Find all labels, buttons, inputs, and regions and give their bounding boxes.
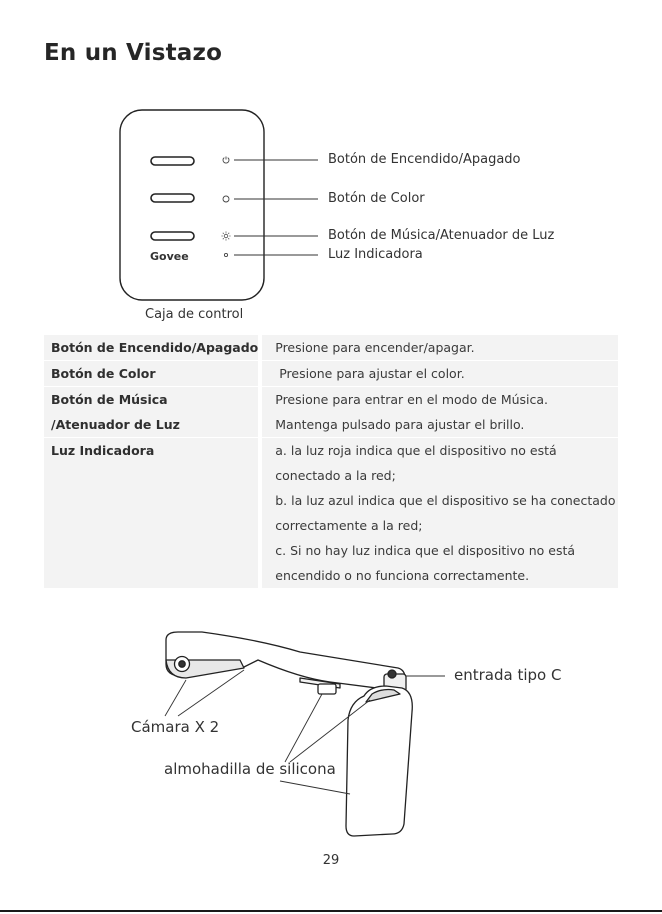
row-key: Botón de Música /Atenuador de Luz (44, 387, 262, 437)
row-value: Presione para encender/apagar. (262, 335, 618, 360)
callout-silicone-pad: almohadilla de silicona (164, 760, 336, 778)
row-value: Presione para ajustar el color. (262, 361, 618, 386)
page-number: 29 (322, 853, 340, 868)
row-value: a. la luz roja indica que el dispositivo no está conectado a la red; b. la luz azul indica que el dispositivo se ha conectado correctamente a la red; c. Si no hay luz indica que el dispositivo no está encendido o no funciona correctamente. (262, 438, 618, 588)
control-box-caption: Caja de control (145, 307, 244, 322)
type-c-port (388, 670, 396, 678)
row-key: Botón de Encendido/Apagado (44, 335, 262, 360)
page-title: En un Vistazo (44, 40, 223, 66)
light-bar (346, 686, 412, 836)
row-value: Presione para entrar en el modo de Música. Mantenga pulsado para ajustar el brillo. (262, 387, 618, 437)
camera-lens-center (179, 661, 185, 667)
silicone-pad (318, 684, 336, 694)
callout-indicator: Luz Indicadora (328, 247, 423, 262)
callout-color: Botón de Color (328, 191, 425, 206)
row-key: Botón de Color (44, 361, 262, 386)
page-bottom-rule (0, 910, 662, 912)
govee-logo: Govee (150, 250, 189, 263)
callout-type-c: entrada tipo C (454, 666, 562, 684)
callout-power: Botón de Encendido/Apagado (328, 152, 521, 167)
callout-camera: Cámara X 2 (131, 718, 220, 736)
row-key: Luz Indicadora (44, 438, 262, 588)
callout-music: Botón de Música/Atenuador de Luz (328, 228, 555, 243)
